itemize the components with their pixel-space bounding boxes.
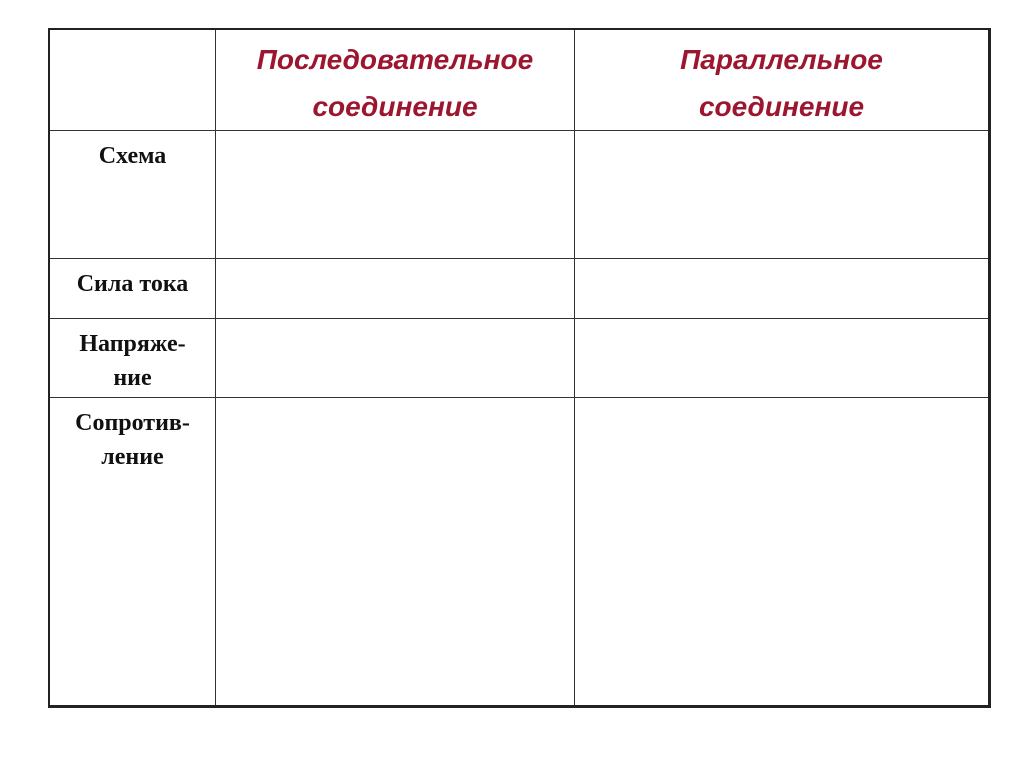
- row-label-resistance: Сопротив- ление: [50, 398, 216, 705]
- table-cell: [216, 259, 575, 319]
- header-series-connection: Последовательное соединение: [216, 30, 575, 131]
- table-cell: [575, 131, 988, 259]
- row-label-voltage: Напряже- ние: [50, 319, 216, 398]
- table-cell: [575, 319, 988, 398]
- header-parallel-connection: Параллельное соединение: [575, 30, 988, 131]
- row-label-current: Сила тока: [50, 259, 216, 319]
- table-cell: [575, 259, 988, 319]
- table-cell: [216, 131, 575, 259]
- table-cell: [216, 398, 575, 705]
- table-cell: [216, 319, 575, 398]
- comparison-table: [48, 28, 991, 708]
- header-corner-cell: [50, 30, 216, 131]
- table-cell: [575, 398, 988, 705]
- row-label-scheme: Схема: [50, 131, 216, 259]
